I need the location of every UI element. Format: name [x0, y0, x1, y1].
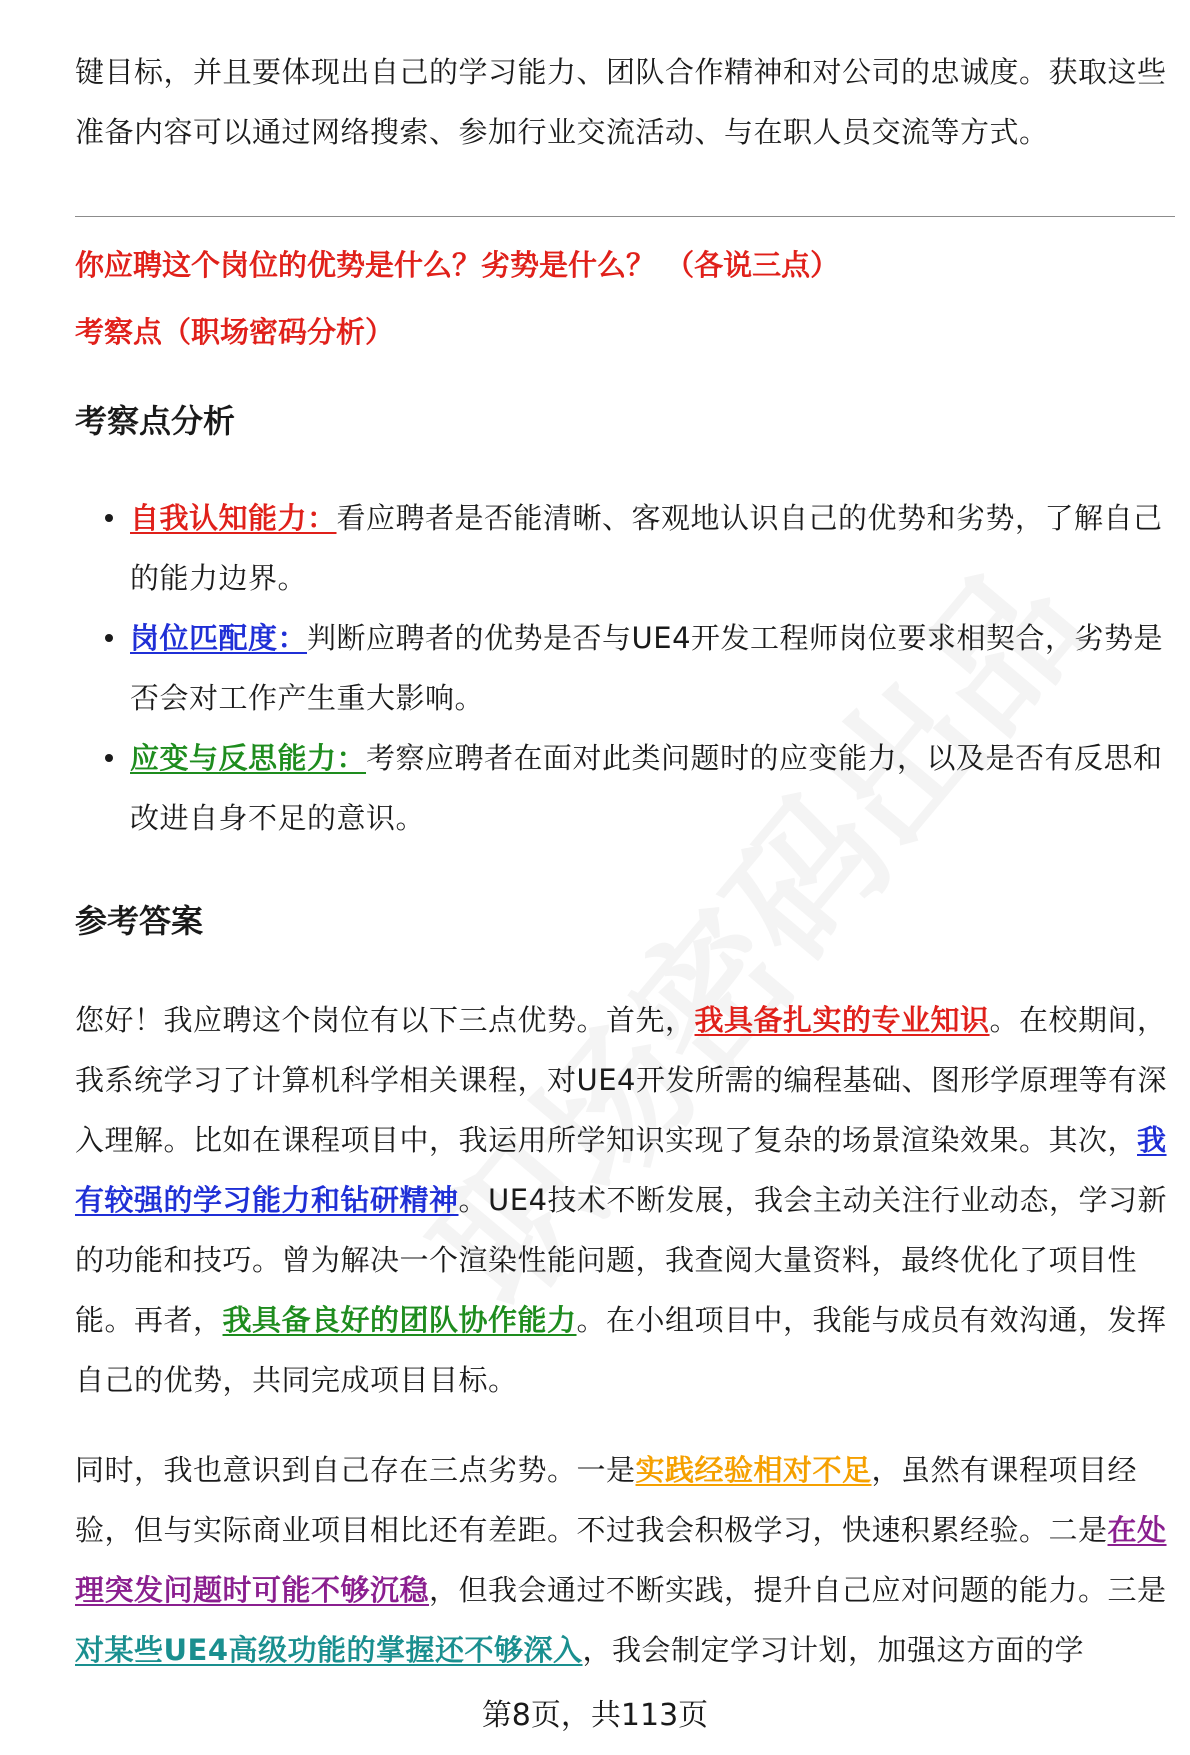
list-item: [75, 608, 1165, 728]
list-item: [75, 488, 1165, 608]
question-title: 你应聘这个岗位的优势是什么？劣势是什么？ （各说三点）: [75, 248, 840, 282]
point-text: 考察应聘者在面对此类问题时的应变能力，以及是否有反思和改进自身不足的意识。: [130, 741, 1163, 835]
answer-text: 同时，我也意识到自己存在三点劣势。一是: [75, 1453, 636, 1487]
question-subtitle: 考察点（职场密码分析）: [75, 315, 395, 349]
bullet-icon: [105, 754, 113, 762]
answer-heading: 参考答案: [75, 902, 204, 940]
bullet-icon: [105, 514, 113, 522]
point-label: 应变与反思能力：: [130, 741, 367, 775]
section-divider: [75, 216, 1175, 217]
weakness-highlight: 对某些UE4高级功能的掌握还不够深入: [75, 1633, 583, 1667]
answer-text: ，虽然有课程项目经验，但与实际商业项目相比还有差距。不过我会积极学习，快速积累经验。二是: [75, 1453, 1138, 1547]
answer-text: 。在小组项目中，我能与成员有效沟通，发挥自己的优势，共同完成项目目标。: [75, 1303, 1167, 1397]
weakness-highlight: 在处理突发问题时可能不够沉稳: [75, 1513, 1167, 1607]
page-number: 第8页，共113页: [481, 1698, 709, 1733]
answer-text: 您好！我应聘这个岗位有以下三点优势。首先，: [75, 1003, 695, 1037]
intro-paragraph: 键目标，并且要体现出自己的学习能力、团队合作精神和对公司的忠诚度。获取这些准备内容可以通过网络搜索、参加行业交流活动、与在职人员交流等方式。: [75, 55, 1167, 149]
answer-text: 。在校期间，我系统学习了计算机科学相关课程，对UE4开发所需的编程基础、图形学原理等有深入理解。比如在课程项目中，我运用所学知识实现了复杂的场景渲染效果。其次，: [75, 1003, 1168, 1157]
point-text: 看应聘者是否能清晰、客观地认识自己的优势和劣势，了解自己的能力边界。: [130, 501, 1163, 595]
point-text: 判断应聘者的优势是否与UE4开发工程师岗位要求相契合，劣势是否会对工作产生重大影响。: [130, 621, 1164, 715]
analysis-list: [75, 488, 1165, 848]
point-label: 自我认知能力：: [130, 501, 337, 535]
strength-highlight: 我有较强的学习能力和钻研精神: [75, 1123, 1167, 1217]
weakness-highlight: 实践经验相对不足: [635, 1453, 872, 1487]
point-label: 岗位匹配度：: [130, 621, 308, 655]
analysis-heading: 考察点分析: [75, 402, 236, 440]
bullet-icon: [105, 634, 113, 642]
answer-paragraph-weaknesses: [75, 1440, 1175, 1680]
answer-text: ，我会制定学习计划，加强这方面的学: [582, 1633, 1085, 1667]
list-item: [75, 728, 1165, 848]
answer-text: 。UE4技术不断发展，我会主动关注行业动态，学习新的功能和技巧。曾为解决一个渲染性能问题，我查阅大量资料，最终优化了项目性能。再者，: [75, 1183, 1168, 1337]
answer-paragraph-strengths: [75, 990, 1175, 1410]
answer-text: ，但我会通过不断实践，提升自己应对问题的能力。三是: [429, 1573, 1167, 1607]
strength-highlight: 我具备扎实的专业知识: [694, 1003, 990, 1037]
strength-highlight: 我具备良好的团队协作能力: [222, 1303, 577, 1337]
